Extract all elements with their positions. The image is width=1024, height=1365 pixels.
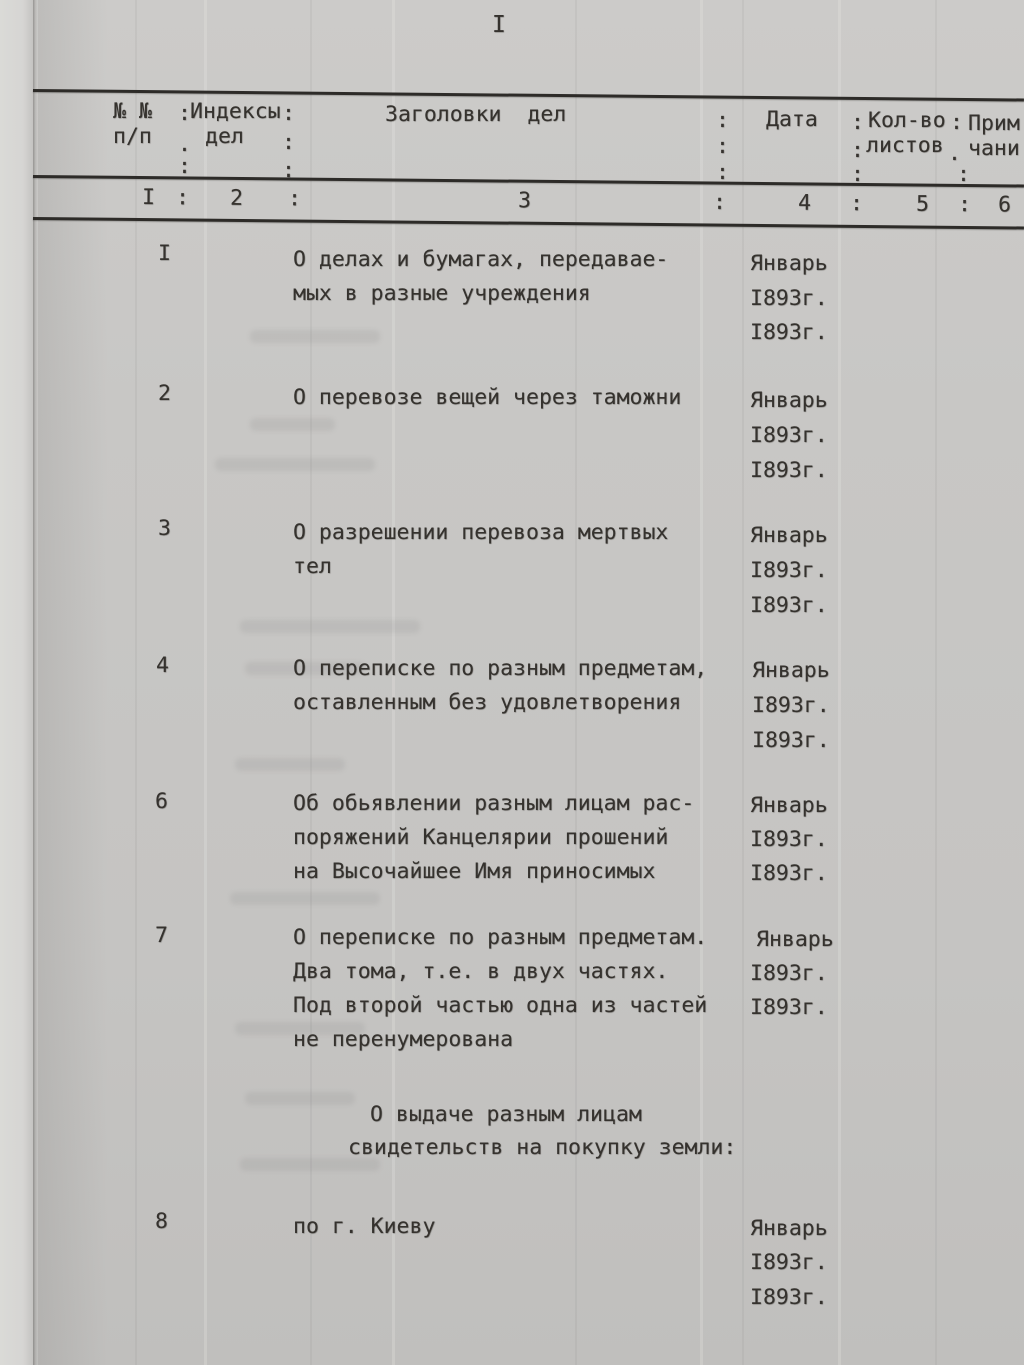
row-number: 7 [155, 923, 168, 948]
header-col-date: Дата [766, 107, 818, 132]
row-title-line: Два тома, т.е. в двух частях. [293, 959, 669, 984]
column-number-6: 6 [997, 192, 1012, 218]
row-number: 6 [155, 789, 168, 814]
header-separator: : [716, 134, 729, 159]
row-date-line: I893г. [750, 1250, 828, 1275]
row-date-line: I893г. [750, 458, 828, 483]
row-title-line: не перенумерована [293, 1027, 514, 1052]
row-date-line: I893г. [750, 320, 828, 345]
header-col-notes: Прим [968, 111, 1020, 136]
row-date-line: Январь [750, 793, 828, 818]
row-number: 4 [156, 653, 169, 678]
bleedthrough-smudge [245, 1092, 355, 1105]
row-title-line: тел [293, 554, 332, 579]
column-separator: : [712, 189, 727, 216]
header-col-index: Индексы [190, 99, 281, 124]
bleedthrough-smudge [250, 418, 335, 431]
header-separator: : [851, 138, 864, 163]
row-date-line: Январь [750, 388, 828, 413]
bleedthrough-smudge [240, 620, 420, 633]
column-number-5: 5 [915, 191, 930, 217]
header-col-notes-line2: чани [968, 136, 1020, 161]
row-date-line: Январь [756, 927, 834, 952]
header-separator: : [957, 162, 970, 187]
header-separator: . [178, 132, 191, 157]
header-col-num-line2: п/п [113, 124, 152, 149]
column-number-3: 3 [517, 188, 532, 214]
header-separator: : [851, 110, 864, 135]
page-number: I [492, 12, 506, 38]
row-title-line: по г. Киеву [293, 1214, 436, 1239]
row-date-line: I893г. [750, 961, 828, 986]
row-date-line: I893г. [750, 423, 828, 448]
column-number-2: 2 [229, 185, 244, 211]
header-col-sheets-line2: листов [866, 133, 944, 158]
row-date-line: I893г. [750, 286, 828, 311]
row-title-line: О переписке по разным предметам. [293, 925, 708, 950]
column-number-4: 4 [797, 190, 812, 216]
bleedthrough-smudge [250, 330, 380, 343]
row-date-line: Январь [752, 658, 830, 683]
column-separator: : [175, 185, 190, 211]
row-number: I [158, 241, 171, 266]
header-separator: : [282, 101, 295, 126]
header-separator: : [178, 154, 191, 179]
bleedthrough-smudge [230, 892, 380, 905]
header-col-sheets: Кол-во [868, 108, 946, 133]
row-title-line: Об обьявлении разным лицам рас- [293, 791, 695, 816]
row-title-line: О перевозе вещей через таможни [293, 385, 682, 410]
row-title-line: О разрешении перевоза мертвых [293, 520, 669, 545]
row-date-line: Январь [750, 523, 828, 548]
bleedthrough-smudge [235, 758, 345, 771]
row-date-line: Январь [750, 251, 828, 276]
row-date-line: I893г. [750, 558, 828, 583]
header-separator: : [178, 101, 191, 126]
header-separator: : [950, 110, 963, 135]
row-date-line: Январь [750, 1216, 828, 1241]
row-title-line: О переписке по разным предметам, [293, 656, 708, 681]
row-title-line: поряжений Канцелярии прошений [293, 825, 669, 850]
row-date-line: I893г. [750, 827, 828, 852]
row-date-line: I893г. [750, 593, 828, 618]
header-separator: : [716, 160, 729, 185]
column-separator: : [849, 191, 864, 217]
column-separator: : [287, 186, 302, 212]
row-title-line: Под второй частью одна из частей [293, 993, 708, 1018]
previous-page-edge [0, 0, 33, 1365]
row-date-line: I893г. [752, 693, 830, 718]
row-number: 3 [158, 516, 171, 541]
row-date-line: I893г. [750, 861, 828, 886]
header-separator: . [948, 141, 961, 166]
header-separator: : [851, 162, 864, 187]
table-rule-top [33, 89, 1024, 102]
section-heading-line: О выдаче разным лицам [370, 1102, 642, 1127]
row-date-line: I893г. [750, 1285, 828, 1310]
header-col-titles: Заголовки дел [385, 102, 567, 127]
row-title-line: оставленным без удовлетворения [293, 690, 682, 715]
section-heading-line: свидетельств на покупку земли: [348, 1135, 737, 1160]
row-number: 8 [155, 1209, 168, 1234]
header-col-index-line2: дел [205, 124, 244, 149]
header-separator: : [716, 108, 729, 133]
column-separator: : [957, 192, 972, 218]
column-number-1: I [141, 184, 156, 211]
row-title-line: мых в разные учреждения [293, 281, 591, 306]
bleedthrough-smudge [215, 458, 375, 471]
row-title-line: О делах и бумагах, передавае- [293, 247, 669, 272]
row-date-line: I893г. [752, 728, 830, 753]
row-number: 2 [158, 381, 171, 406]
row-title-line: на Высочайшее Имя приносимых [293, 859, 656, 884]
header-separator: : [282, 158, 295, 183]
row-date-line: I893г. [750, 995, 828, 1020]
header-col-num: № № [113, 99, 152, 124]
header-separator: : [282, 130, 295, 155]
